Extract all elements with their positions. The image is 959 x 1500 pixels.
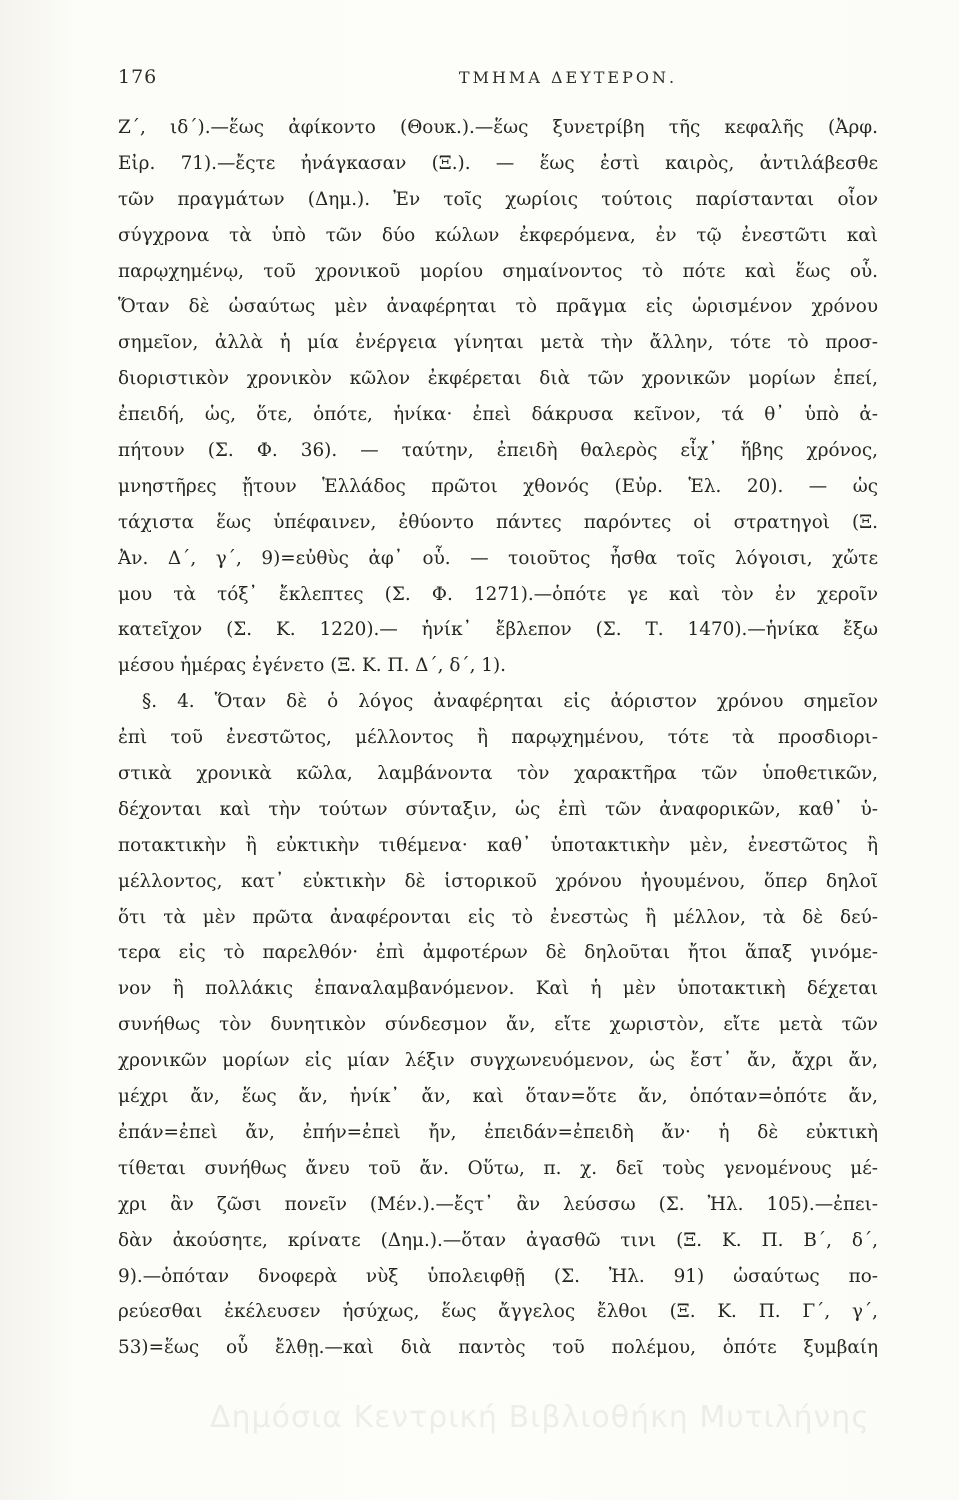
body-text xyxy=(118,110,878,1366)
text-line: πήτουν (Σ. Φ. 36). — ταύτην, ἐπειδὴ θαλερὸς εἶχ᾽ ἥβης χρόνος, xyxy=(118,440,878,462)
text-line: χρονικῶν μορίων εἰς μίαν λέξιν συγχωνευόμενον, ὡς ἔστ᾽ ἄν, ἄχρι ἄν, xyxy=(118,1050,878,1072)
text-line: μου τὰ τόξ᾽ ἔκλεπτες (Σ. Φ. 1271).—ὁπότε γε καὶ τὸν ἐν χεροῖν xyxy=(118,583,878,605)
text-line: παρῳχημένῳ, τοῦ χρονικοῦ μορίου σημαίνοντος τὸ πότε καὶ ἕως οὗ. xyxy=(118,260,878,282)
text-line: ἐπὶ τοῦ ἐνεστῶτος, μέλλοντος ἢ παρῳχημένου, τότε τὰ προσδιορι- xyxy=(118,727,878,749)
running-head: ΤΜΗΜΑ ΔΕΥΤΕΡΟΝ. xyxy=(458,68,678,87)
text-line: χρι ἂν ζῶσι πονεῖν (Μέν.).—ἔςτ᾽ ἂν λεύσσω (Σ. Ἠλ. 105).—ἐπει- xyxy=(118,1193,878,1215)
page-header xyxy=(118,66,868,102)
text-line: ὅτι τὰ μὲν πρῶτα ἀναφέρονται εἰς τὸ ἐνεστὼς ἢ μέλλον, τὰ δὲ δεύ- xyxy=(118,906,878,928)
text-line: ρεύεσθαι ἐκέλευσεν ἡσύχως, ἕως ἄγγελος ἔλθοι (Ξ. Κ. Π. Γ΄, γ΄, xyxy=(118,1301,878,1323)
text-line: Ζ΄, ιδ΄).—ἕως ἀφίκοντο (Θουκ.).—ἕως ξυνετρίβη τῆς κεφαλῆς (Ἀρφ. xyxy=(118,117,878,138)
text-line: κατεῖχον (Σ. Κ. 1220).— ἡνίκ᾽ ἔβλεπον (Σ. Τ. 1470).—ἡνίκα ἔξω xyxy=(118,619,878,641)
text-line: μνηστῆρες ᾔτουν Ἑλλάδος πρῶτοι χθονός (Εὐρ. Ἑλ. 20). — ὡς xyxy=(118,475,878,497)
text-line: δέχονται καὶ τὴν τούτων σύνταξιν, ὡς ἐπὶ τῶν ἀναφορικῶν, καθ᾽ ὑ- xyxy=(118,798,878,820)
library-watermark: Δημόσια Κεντρική Βιβλιοθήκη Μυτιλήνης xyxy=(210,1400,870,1435)
text-line: δὰν ἀκούσητε, κρίνατε (Δημ.).—ὅταν ἀγασθῶ τινι (Ξ. Κ. Π. Β΄, δ΄, xyxy=(118,1229,878,1251)
text-line: ἐπειδή, ὡς, ὅτε, ὁπότε, ἡνίκα· ἐπεὶ δάκρυσα κεῖνον, τά θ᾽ ὑπὸ ἀ- xyxy=(118,404,878,426)
text-line: 53)=ἕως οὗ ἔλθῃ.—καὶ διὰ παντὸς τοῦ πολέμου, ὁπότε ξυμβαίη xyxy=(118,1337,878,1359)
page-number: 176 xyxy=(118,66,158,88)
text-line: σύγχρονα τὰ ὑπὸ τῶν δύο κώλων ἐκφερόμενα, ἐν τῷ ἐνεστῶτι καὶ xyxy=(118,224,878,246)
text-line: Εἰρ. 71).—ἔςτε ἠνάγκασαν (Ξ.). — ἕως ἐστὶ καιρὸς, ἀντιλάβεσθε xyxy=(118,152,878,174)
text-line: ἐπάν=ἐπεὶ ἄν, ἐπήν=ἐπεὶ ἤν, ἐπειδάν=ἐπειδὴ ἄν· ἡ δὲ εὐκτικὴ xyxy=(118,1121,878,1143)
text-line: συνήθως τὸν δυνητικὸν σύνδεσμον ἄν, εἴτε χωριστὸν, εἴτε μετὰ τῶν xyxy=(118,1014,878,1036)
text-line: Ἀν. Δ΄, γ΄, 9)=εὐθὺς ἀφ᾽ οὗ. — τοιοῦτος ἦσθα τοῖς λόγοισι, χὤτε xyxy=(118,547,878,569)
section-heading-line: §. 4. Ὅταν δὲ ὁ λόγος ἀναφέρηται εἰς ἀόριστον χρόνου σημεῖον xyxy=(142,691,878,713)
text-line: νον ἢ πολλάκις ἐπαναλαμβανόμενον. Καὶ ἡ μὲν ὑποτακτικὴ δέχεται xyxy=(118,978,878,1000)
text-line: στικὰ χρονικὰ κῶλα, λαμβάνοντα τὸν χαρακτῆρα τῶν ὑποθετικῶν, xyxy=(118,763,878,785)
text-line: τίθεται συνήθως ἄνευ τοῦ ἄν. Οὕτω, π. χ. δεῖ τοὺς γενομένους μέ- xyxy=(118,1157,878,1179)
text-line: τάχιστα ἕως ὑπέφαινεν, ἐθύοντο πάντες παρόντες οἱ στρατηγοὶ (Ξ. xyxy=(118,511,878,533)
text-line: σημεῖον, ἀλλὰ ἡ μία ἐνέργεια γίνηται μετὰ τὴν ἄλλην, τότε τὸ προσ- xyxy=(118,332,878,354)
text-line: ποτακτικὴν ἢ εὐκτικὴν τιθέμενα· καθ᾽ ὑποτακτικὴν μὲν, ἐνεστῶτος ἢ xyxy=(118,834,878,856)
text-line: Ὅταν δὲ ὡσαύτως μὲν ἀναφέρηται τὸ πρᾶγμα εἰς ὡρισμένον χρόνου xyxy=(118,296,878,318)
text-line: μέχρι ἄν, ἕως ἄν, ἡνίκ᾽ ἄν, καὶ ὅταν=ὅτε ἄν, ὁπόταν=ὁπότε ἄν, xyxy=(118,1086,878,1108)
text-line: μέσου ἡμέρας ἐγένετο (Ξ. Κ. Π. Δ΄, δ΄, 1). xyxy=(118,655,507,677)
text-line: μέλλοντος, κατ᾽ εὐκτικὴν δὲ ἱστορικοῦ χρόνου ἡγουμένου, ὅπερ δηλοῖ xyxy=(118,870,878,892)
text-line: 9).—ὁπόταν δνοφερὰ νὺξ ὑπολειφθῇ (Σ. Ἠλ. 91) ὡσαύτως πο- xyxy=(118,1265,878,1287)
text-line: τερα εἰς τὸ παρελθόν· ἐπὶ ἀμφοτέρων δὲ δηλοῦται ἤτοι ἅπαξ γινόμε- xyxy=(118,942,878,964)
text-line: διοριστικὸν χρονικὸν κῶλον ἐκφέρεται διὰ τῶν χρονικῶν μορίων ἐπεί, xyxy=(118,368,878,390)
text-line: τῶν πραγμάτων (Δημ.). Ἐν τοῖς χωρίοις τούτοις παρίστανται οἷον xyxy=(118,188,878,210)
